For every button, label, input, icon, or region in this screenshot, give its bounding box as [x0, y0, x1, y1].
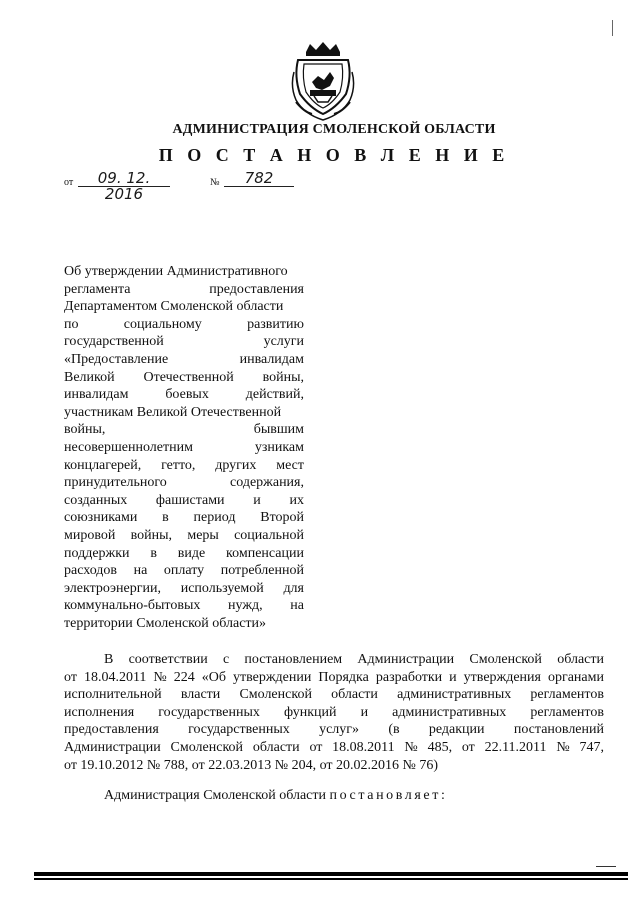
word: и: [253, 492, 261, 508]
word: и: [360, 704, 369, 720]
word: созданных: [64, 492, 128, 508]
title-line: [64, 333, 304, 351]
word: принудительного: [64, 475, 167, 491]
word: потребленной: [220, 563, 304, 579]
title-line: [64, 527, 304, 545]
word: гетто,: [161, 457, 196, 473]
word: «Предоставление: [64, 351, 169, 367]
word: 224: [173, 669, 195, 685]
coat-of-arms-icon: [290, 42, 356, 122]
word: функций: [284, 704, 337, 720]
word: Смоленской: [469, 652, 542, 667]
title-line: [64, 386, 304, 404]
word: предоставления: [64, 722, 159, 738]
word: от: [309, 739, 323, 755]
word: Администрации: [64, 739, 161, 755]
word: оплату: [163, 563, 205, 579]
preamble-line: [64, 669, 604, 687]
word: войны,: [130, 527, 173, 543]
word: (в: [388, 722, 400, 738]
word: разработки: [375, 669, 443, 685]
word: несовершеннолетним: [64, 439, 193, 455]
word: 18.04.2011: [83, 669, 147, 685]
title-line: [64, 474, 304, 492]
bottom-border-thin: [34, 878, 628, 880]
word: органами: [547, 669, 604, 685]
title-line: [64, 421, 304, 439]
word: используемой: [180, 580, 264, 596]
word: войны,: [262, 369, 304, 385]
word: №: [153, 669, 167, 685]
word: действий,: [245, 387, 304, 403]
word: регламентов: [530, 704, 604, 720]
word: Великой: [64, 369, 115, 385]
word: социальному: [123, 316, 202, 332]
word: меры: [187, 527, 219, 543]
date-number-line: [64, 169, 304, 203]
word: период: [193, 510, 236, 526]
preamble-paragraph: [64, 651, 604, 774]
word: государственной: [64, 334, 164, 350]
word: по: [64, 316, 79, 332]
title-line: [64, 457, 304, 475]
preamble-line: [64, 704, 604, 722]
word: редакции: [428, 722, 485, 738]
word: административных: [392, 704, 507, 720]
word: государственных: [158, 704, 260, 720]
word: 22.11.2011: [484, 739, 547, 755]
word: с: [222, 652, 230, 667]
word: исполнительной: [64, 687, 162, 703]
word: от: [461, 739, 475, 755]
title-line: [64, 597, 304, 615]
title-line: [64, 580, 304, 598]
word: Отечественной: [143, 369, 234, 385]
title-line: [64, 281, 304, 299]
word: в: [162, 510, 169, 526]
bottom-border: [34, 872, 628, 876]
title-line: [64, 562, 304, 580]
word: развитию: [247, 316, 304, 332]
word: мировой: [64, 527, 116, 543]
word: административных: [397, 687, 512, 703]
title-line: территории Смоленской области»: [64, 615, 267, 631]
word: №: [404, 739, 418, 755]
word: и: [449, 669, 457, 685]
number-label: №: [210, 177, 220, 188]
date-value: 09. 12. 2016: [78, 170, 170, 187]
word: услуг»: [319, 722, 360, 738]
word: виде: [177, 545, 206, 561]
word: области: [557, 652, 604, 667]
word: Смоленской: [239, 687, 312, 703]
word: Порядка: [318, 669, 369, 685]
scan-edge-mark: [612, 20, 613, 36]
decree-line: [104, 787, 447, 805]
title-line: [64, 545, 304, 563]
title-line: [64, 369, 304, 387]
decree-subject: Администрация Смоленской области: [104, 788, 327, 803]
title-line: [64, 509, 304, 527]
preamble-line: [64, 721, 604, 739]
title-line: Департаментом Смоленской области: [64, 299, 284, 315]
word: 747,: [579, 739, 604, 755]
title-line: [64, 351, 304, 369]
word: В: [104, 652, 114, 667]
word: войны,: [64, 422, 106, 438]
word: утверждении: [233, 669, 312, 685]
word: области: [331, 687, 378, 703]
organization-name: АДМИНИСТРАЦИЯ СМОЛЕНСКОЙ ОБЛАСТИ: [172, 122, 496, 137]
word: Второй: [260, 510, 304, 526]
word: поддержки: [64, 545, 130, 561]
word: в: [150, 545, 157, 561]
preamble-line: [64, 686, 604, 704]
title-line: [64, 492, 304, 510]
word: их: [289, 492, 304, 508]
number-value: 782: [224, 170, 294, 187]
word: расходов: [64, 563, 118, 579]
word: содержания,: [230, 475, 304, 491]
word: коммунально-бытовых: [64, 598, 201, 614]
preamble-line: от 19.10.2012 № 788, от 22.03.2013 № 204, от 20.02.2016 № 76): [64, 757, 439, 773]
word: государственных: [188, 722, 290, 738]
word: услуги: [263, 334, 304, 350]
word: на: [290, 598, 304, 614]
word: «Об: [201, 669, 227, 685]
word: Администрации: [357, 652, 455, 667]
word: регламента: [64, 281, 131, 297]
preamble-line: [64, 739, 604, 757]
date-label: от: [64, 177, 74, 188]
word: регламентов: [530, 687, 604, 703]
word: боевых: [165, 387, 209, 403]
word: мест: [276, 457, 304, 473]
word: постановлений: [513, 722, 604, 738]
word: №: [556, 739, 570, 755]
word: области: [252, 739, 300, 755]
word: социальной: [234, 527, 304, 543]
word: инвалидам: [239, 351, 304, 367]
word: власти: [180, 687, 221, 703]
decree-verb: постановляет:: [329, 788, 448, 803]
word: от: [64, 669, 77, 685]
title-line: [64, 316, 304, 334]
word: Смоленской: [170, 739, 244, 755]
word: союзниками: [64, 510, 138, 526]
word: на: [133, 563, 148, 579]
word: инвалидам: [64, 387, 129, 403]
preamble-line: [64, 651, 604, 669]
word: для: [283, 580, 304, 596]
word: компенсации: [226, 545, 304, 561]
word: электроэнергии,: [64, 580, 161, 596]
title-line: [64, 439, 304, 457]
word: нужд,: [228, 598, 263, 614]
word: утверждения: [463, 669, 541, 685]
title-line: участникам Великой Отечественной: [64, 404, 282, 420]
word: бывшим: [253, 422, 304, 438]
word: соответствии: [128, 652, 208, 667]
document-type-heading: П О С Т А Н О В Л Е Н И Е: [158, 145, 510, 165]
word: других: [215, 457, 257, 473]
word: предоставления: [209, 281, 304, 297]
title-line: Об утверждении Административного: [64, 264, 288, 279]
word: узникам: [254, 439, 304, 455]
document-title: [64, 263, 304, 632]
word: исполнения: [64, 704, 135, 720]
word: 18.08.2011: [332, 739, 395, 755]
word: 485,: [427, 739, 453, 755]
word: постановлением: [244, 652, 343, 667]
word: концлагерей,: [64, 457, 142, 473]
word: фашистами: [155, 492, 225, 508]
scan-corner-mark: [596, 866, 616, 867]
